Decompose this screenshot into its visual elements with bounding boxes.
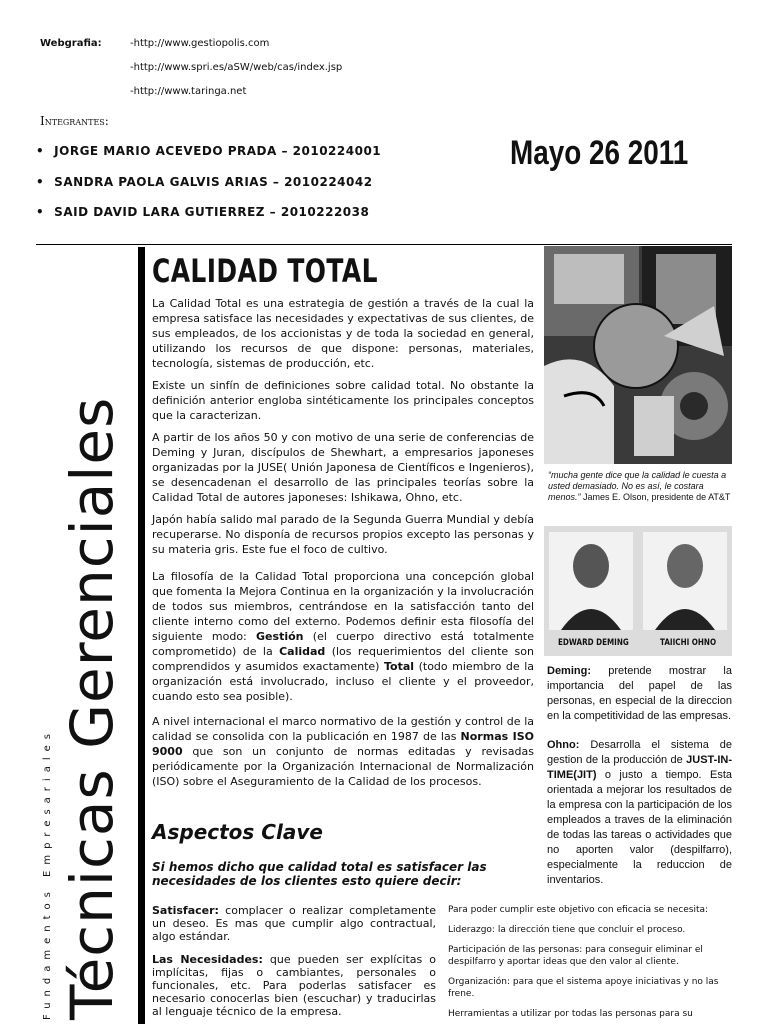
keyword: Satisfacer: [152, 904, 219, 917]
text-run: (los requerimientos del cliente son comprendidos y asumidos exactamente) [152, 645, 534, 673]
keyword: Las Necesidades: [152, 953, 263, 966]
keyword: Total [384, 660, 415, 673]
keyword: Calidad [279, 645, 326, 658]
keyword: Gestión [256, 630, 304, 643]
paragraph: A partir de los años 50 y con motivo de una serie de conferencias de Deming y Juran, discípulos de Shewhart, a empresarios japoneses organizadas por la JUSE( Unión Japonesa de Científicos e Ingenieros), se desencadenan el desarrollo de las principales teorías sobre la Calidad Total de autores japoneses: Ishikawa, Ohno, etc. [152, 431, 534, 504]
page-title: CALIDAD TOTAL [152, 252, 378, 290]
text-run: o justo a tiempo. Esta orientada a mejorar los resultados de la empresa con la participación de los empleados a traves de la eliminación de todas las tareas o actividades que no aporten valor (despilfarro), especialmente la reduccion de inventarios. [547, 769, 732, 886]
article-body [152, 296, 534, 796]
text-run: complacer o realizar completamente un deseo. Es mas que cumplir algo contractual, algo estándar. [152, 904, 436, 943]
ohno-paragraph [547, 738, 732, 888]
divider [36, 244, 732, 245]
list-item: Liderazgo: la dirección tiene que concluir el proceso. [448, 925, 686, 935]
vertical-bar [138, 247, 145, 1024]
keyword: Ohno: [547, 739, 580, 751]
section-heading: Aspectos Clave [152, 820, 323, 844]
paragraph: Existe un sinfín de definiciones sobre calidad total. No obstante la definición anterior engloba sintéticamente los principales conceptos que la caracterizan. [152, 379, 534, 422]
member-item: • JORGE MARIO ACEVEDO PRADA – 2010224001 [36, 144, 381, 158]
paragraph [152, 904, 436, 943]
text-run: La filosofía de la Calidad Total proporciona una concepción global que fomenta la Mejora Continua en la organización y la involucración de todos sus miembros, centrándose en la satisfacción tanto del cliente interno como del externo. Podemos definir esta filosofía del siguiente modo: [152, 570, 534, 643]
webgrafia-label: Webgrafia: [40, 38, 102, 49]
vertical-subtitle: Fundamentos Empresariales [42, 728, 53, 1020]
vertical-title: Técnicas Gerenciales [58, 396, 126, 1020]
portrait-caption: EDWARD DEMING [558, 638, 629, 648]
collage-illustration [544, 246, 732, 464]
paragraph [152, 714, 534, 789]
quote-author: James E. Olson, presidente de AT&T [583, 492, 731, 502]
keyword: Normas ISO 9000 [152, 730, 534, 758]
paragraph [152, 569, 534, 704]
date-heading: Mayo 26 2011 [510, 134, 689, 172]
paragraph [152, 953, 436, 1018]
member-item: • SAID DAVID LARA GUTIERREZ – 2010222038 [36, 205, 369, 219]
web-link[interactable]: -http://www.gestiopolis.com [130, 38, 270, 49]
list-item: Organización: para que el sistema apoye iniciativas y no las frene. [448, 977, 719, 999]
text-run: que son un conjunto de normas editadas y revisadas periódicamente por la Organización Internacional de Normalización (ISO) sobre el Aseguramiento de la Calidad de los procesos. [152, 745, 534, 788]
text-run: que pueden ser explícitas o implícitas, fijas o cambiantes, personales o funcionales, etc. Para poderlas satisfacer es necesario conocerlas bien (escuchar) y traducirlas al lenguaje técnico de la empresa. [152, 953, 437, 1018]
keyword: Deming: [547, 665, 591, 677]
text-run: (todo miembro de la organización está involucrado, incluso el cliente y el proveedor, cuando esto sea posible). [152, 660, 534, 703]
list-item: Para poder cumplir este objetivo con eficacia se necesita: [448, 905, 709, 915]
section-subheading: Si hemos dicho que calidad total es satisfacer las necesidades de los clientes esto quiere decir: [152, 860, 487, 888]
text-run: pretende mostrar la importancia del papel de las personas, en especial de la direccion en la competitividad de las empresas. [547, 665, 732, 722]
integrantes-label: Integrantes: [40, 114, 109, 128]
web-link[interactable]: -http://www.spri.es/aSW/web/cas/index.jsp [130, 62, 343, 73]
quote-text: “mucha gente dice que la calidad le cuesta a usted demasiado. No es así, le costara menos.” [548, 470, 727, 502]
aspectos-right [448, 904, 738, 1028]
quote-block [548, 470, 733, 503]
web-link[interactable]: -http://www.taringa.net [130, 86, 247, 97]
keyword: JUST-IN-TIME(JIT) [547, 754, 732, 781]
list-item: Herramientas a utilizar por todas las personas para su [448, 1009, 693, 1019]
paragraph: La Calidad Total es una estrategia de gestión a través de la cual la empresa satisface las necesidades y expectativas de sus clientes, de sus empleados, de los accionistas y de toda la sociedad en general, utilizando los recursos de que dispone: personas, materiales, tecnología, sistemas de producción, etc. [152, 297, 534, 370]
portrait-caption: TAIICHI OHNO [660, 638, 717, 648]
paragraph: Japón había salido mal parado de la Segunda Guerra Mundial y debía recuperarse. No disponía de recursos propios excepto las personas y su materia gris. Este fue el foco de cultivo. [152, 513, 534, 556]
aspectos-left [152, 904, 436, 1028]
portraits-image [544, 526, 732, 656]
collage-image [544, 246, 732, 464]
member-item: • SANDRA PAOLA GALVIS ARIAS – 2010224042 [36, 175, 373, 189]
text-run: Desarrolla el sistema de gestion de la producción de [547, 739, 732, 766]
text-run: A nivel internacional el marco normativo de la gestión y control de la calidad se consolida con la publicación en 1987 de las [152, 715, 534, 743]
list-item: Participación de las personas: para conseguir eliminar el despilfarro y aportar ideas que den valor al cliente. [448, 945, 703, 967]
deming-paragraph [547, 664, 732, 724]
portraits-panel [544, 526, 732, 656]
text-run: (el cuerpo directivo está totalmente comprometido) de la [152, 630, 534, 658]
